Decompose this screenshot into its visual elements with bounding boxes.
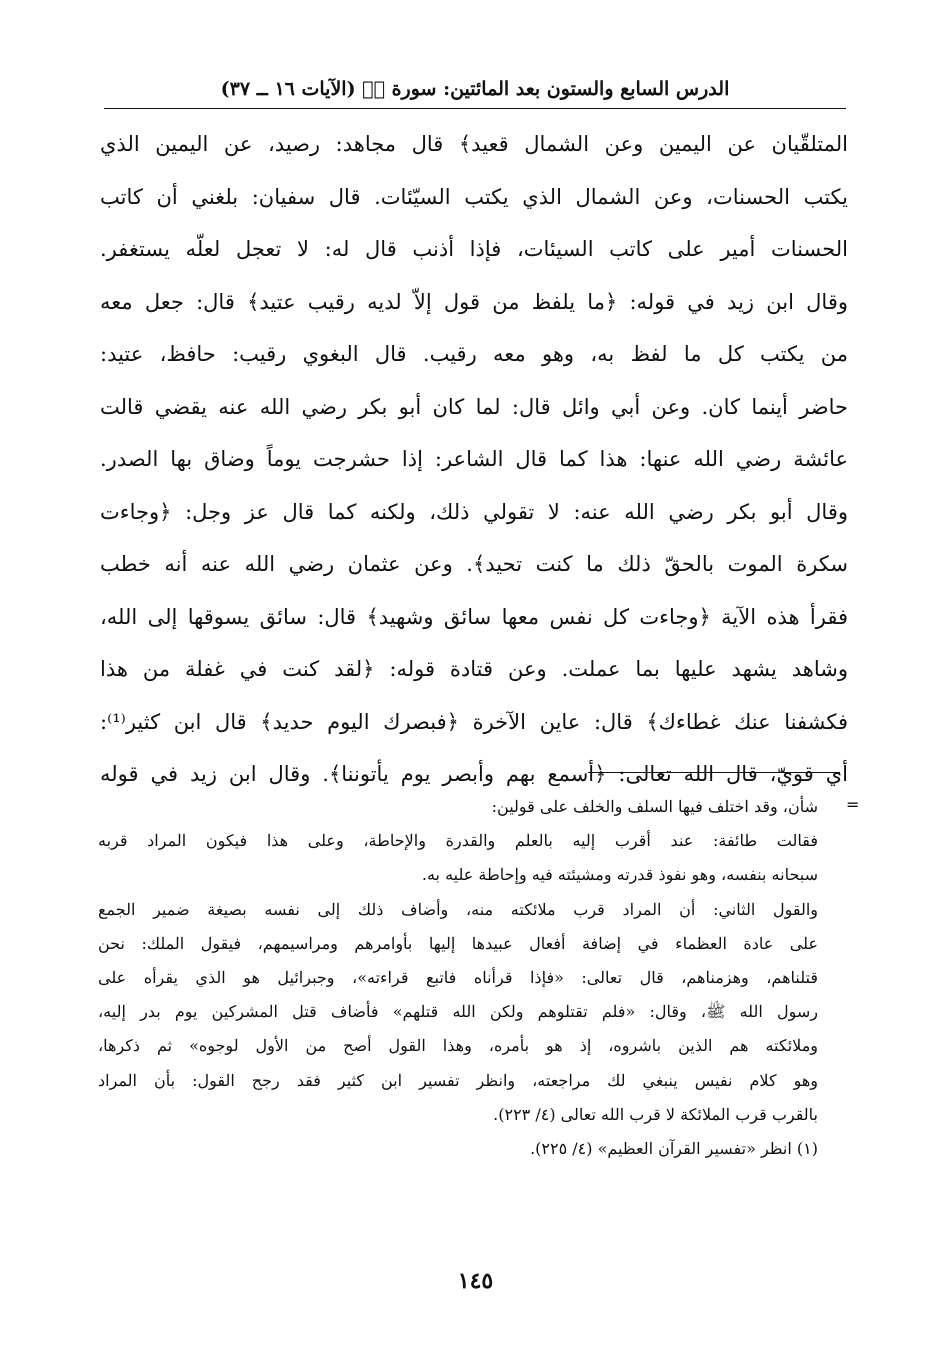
text-line: فكشفنا عنك غطاءك﴾ قال: عاين الآخرة ﴿فبصرك اليوم حديد﴾ قال ابن كثير⁽¹⁾: bbox=[100, 709, 848, 734]
footnote-line: شأن، وقد اختلف فيها السلف والخلف على قولين: bbox=[491, 797, 818, 816]
page-number: ١٤٥ bbox=[457, 1268, 494, 1294]
text-line: يكتب الحسنات، وعن الشمال الذي يكتب السيّئات. قال سفيان: بلغني أن كاتب bbox=[100, 184, 848, 209]
footnote-continuation-mark: = bbox=[846, 795, 860, 814]
text-line: أي قويّ، قال الله تعالى: ﴿أسمع بهم وأبصر يوم يأتوننا﴾. وقال ابن زيد في قوله bbox=[100, 762, 848, 786]
header-rule bbox=[104, 108, 846, 109]
footnote-line: والقول الثاني: أن المراد قرب ملائكته منه، وأضاف ذلك إلى نفسه بصيغة ضمير الجمع bbox=[98, 899, 818, 919]
text-line: سكرة الموت بالحقّ ذلك ما كنت تحيد﴾. وعن عثمان رضي الله عنه أنه خطب bbox=[100, 552, 848, 576]
text-line: وشاهد يشهد عليها بما عملت. وعن قتادة قوله: ﴿لقد كنت في غفلة من هذا bbox=[100, 657, 848, 681]
text-line: الحسنات أمير على كاتب السيئات، فإذا أذنب قال له: لا تعجل لعلّه يستغفر. bbox=[100, 237, 848, 261]
text-line: فقرأ هذه الآية ﴿وجاءت كل نفس معها سائق وشهيد﴾ قال: سائق يسوقها إلى الله، bbox=[100, 604, 848, 629]
footnote-line: رسول الله ﷺ، وقال: «فلم تقتلوهم ولكن الله قتلهم» فأضاف قتل المشركين يوم بدر إليه، bbox=[98, 1002, 818, 1022]
footnote-line: بالقرب قرب الملائكة لا قرب الله تعالى (٤/ ٢٢٣). bbox=[493, 1104, 818, 1124]
footnote-line: سبحانه بنفسه، وهو نفوذ قدرته ومشيئته فيه وإحاطة عليه به. bbox=[421, 865, 818, 885]
text-line: وقال أبو بكر رضي الله عنه: لا تقولي ذلك، ولكنه كما قال عز وجل: ﴿وجاءت bbox=[100, 499, 848, 524]
footnote-line: وملائكته هم الذين باشروه، إذ هو بأمره، وهذا القول أصح من الأول لوجوه» ثم ذكرها، bbox=[98, 1036, 818, 1056]
text-line: حاضر أينما كان. وعن أبي وائل قال: لما كان أبو بكر رضي الله عنه يقضي قالت bbox=[100, 394, 848, 419]
main-text bbox=[100, 118, 848, 801]
footnote-line: على عادة العظماء في إضافة أفعال عبيدها إليها بأوامرهم ومراسيمهم، فيقول الملك: نحن bbox=[98, 933, 818, 953]
footnote-line: فقالت طائفة: عند أقرب إليه بالعلم والقدرة والإحاطة، وعلى هذا فيكون المراد قربه bbox=[98, 831, 818, 851]
footnote-rule bbox=[588, 772, 840, 773]
text-line: من يكتب كل ما لفظ به، وهو معه رقيب. قال البغوي رقيب: حافظ، عتيد: bbox=[100, 342, 848, 366]
text-line: عائشة رضي الله عنها: هذا كما قال الشاعر: إذا حشرجت يوماً وضاق بها الصدر. bbox=[100, 447, 848, 471]
text-line: المتلقّيان عن اليمين وعن الشمال قعيد﴾ قال مجاهد: رصيد، عن اليمين الذي bbox=[100, 132, 848, 156]
footnotes bbox=[98, 790, 818, 1166]
running-header: الدرس السابع والستون بعد المائتين: سورة قۤ (الآيات ١٦ ــ ٣٧) bbox=[220, 78, 730, 100]
text-line: وقال ابن زيد في قوله: ﴿ما يلفظ من قول إلاّ لديه رقيب عتيد﴾ قال: جعل معه bbox=[100, 289, 848, 314]
footnote-line: وهو كلام نفيس ينبغي لك مراجعته، وانظر تفسير ابن كثير فقد رجح القول: بأن المراد bbox=[98, 1070, 818, 1090]
footnote-line: (١) انظر «تفسير القرآن العظيم» (٤/ ٢٢٥). bbox=[530, 1138, 818, 1158]
footnote-line: قتلناهم، وهزمناهم، قال تعالى: «فإذا قرأناه فاتبع قراءته»، وجبرائيل هو الذي يقرأه على bbox=[98, 967, 818, 987]
